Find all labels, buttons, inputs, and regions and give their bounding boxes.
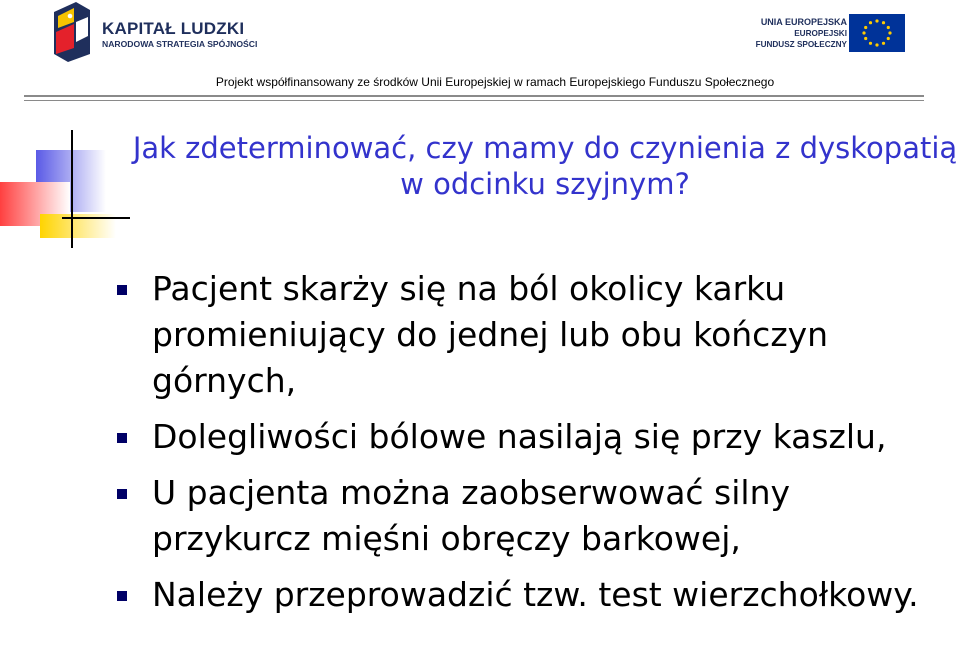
eu-logo-line1: UNIA EUROPEJSKA: [760, 17, 847, 27]
bullet-list: [112, 266, 952, 628]
square-bullet-icon: [117, 591, 127, 601]
eu-logo-line2: EUROPEJSKI: [794, 29, 847, 38]
kapital-ludzki-title: KAPITAŁ LUDZKI: [102, 19, 245, 38]
square-bullet-icon: [117, 433, 127, 443]
eu-logo-line3: FUNDUSZ SPOŁECZNY: [755, 40, 847, 49]
square-bullet-icon: [117, 489, 127, 499]
eu-flag-icon: [849, 14, 905, 52]
bullet-text: Pacjent skarży się na ból okolicy karku promieniujący do jednej lub obu kończyn górnych,: [152, 269, 829, 400]
eu-logo: [755, 14, 905, 58]
bullet-text: U pacjenta można zaobserwować silny przykurcz mięśni obręczy barkowej,: [152, 473, 791, 558]
slide-title-line2: w odcinku szyjnym?: [400, 167, 690, 201]
project-funding-line: Projekt współfinansowany ze środków Unii Europejskiej w ramach Europejskiego Funduszu Społecznego: [215, 75, 775, 89]
bullet-item: [112, 470, 952, 562]
slide-title: [130, 130, 960, 202]
decorative-squares: [0, 130, 130, 250]
kapital-ludzki-emblem-icon: [50, 2, 98, 62]
bullet-item: [112, 414, 952, 460]
header-divider-thick: [24, 95, 924, 97]
header-divider-thin: [24, 100, 924, 101]
bullet-text: Dolegliwości bólowe nasilają się przy kaszlu,: [152, 417, 887, 456]
square-bullet-icon: [117, 285, 127, 295]
kapital-ludzki-subtitle: NARODOWA STRATEGIA SPÓJNOŚCI: [102, 39, 258, 49]
slide-title-line1: Jak zdeterminować, czy mamy do czynienia z dyskopatią: [132, 131, 958, 165]
bullet-item: [112, 266, 952, 404]
bullet-item: [112, 572, 952, 618]
bullet-text: Należy przeprowadzić tzw. test wierzchołkowy.: [152, 575, 919, 614]
